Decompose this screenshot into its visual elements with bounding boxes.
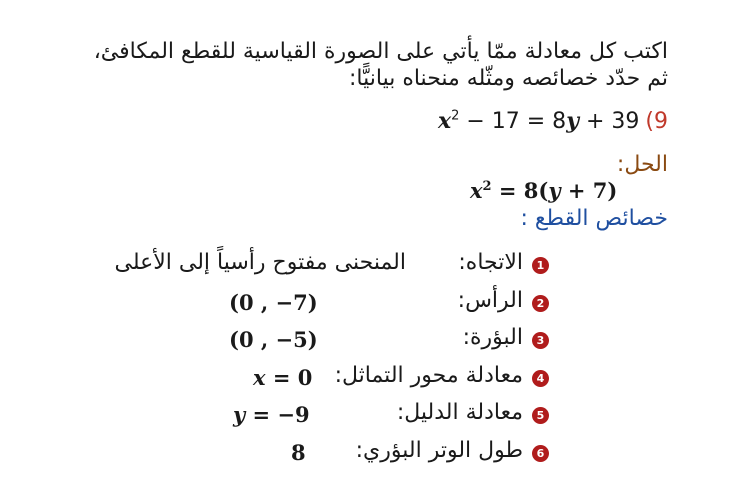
property-label: معادلة الدليل:	[396, 400, 523, 425]
var-x: x	[470, 178, 483, 203]
equation-text: = −9	[245, 402, 310, 427]
property-direction	[0, 250, 756, 280]
instructions	[48, 38, 668, 92]
problem-equation	[438, 108, 639, 134]
equation-text: + 39	[578, 109, 640, 134]
var-x: x	[437, 108, 452, 134]
standard-form-equation	[470, 178, 617, 203]
property-value: (0 , −7)	[229, 290, 318, 315]
problem-9	[438, 108, 668, 134]
var-y: y	[566, 108, 579, 134]
property-axis-of-symmetry	[0, 363, 756, 393]
exponent: 2	[451, 108, 460, 124]
instruction-line-2: ثم حدّد خصائصه ومثّله منحناه بيانيًّا:	[348, 66, 668, 91]
equation-text: − 17 = 8	[459, 109, 567, 134]
var-x: x	[253, 365, 266, 390]
badge-4: 4	[532, 370, 549, 387]
equation-text: = 0	[265, 365, 313, 390]
badge-6: 6	[532, 445, 549, 462]
property-label: طول الوتر البؤري:	[355, 438, 523, 463]
property-label: الرأس:	[457, 288, 523, 313]
equation-text: + 7)	[560, 178, 618, 203]
properties-title: خصائص القطع :	[520, 206, 668, 231]
property-value	[233, 402, 310, 427]
badge-3: 3	[532, 332, 549, 349]
badge-2: 2	[532, 295, 549, 312]
equation-text: = 8(	[491, 178, 549, 203]
badge-5: 5	[532, 407, 549, 424]
property-label: الاتجاه:	[458, 250, 523, 275]
instruction-line-1: اكتب كل معادلة ممّا يأتي على الصورة القياسية للقطع المكافئ،	[93, 39, 668, 64]
solution-label: الحل:	[616, 152, 668, 177]
var-y: y	[233, 402, 246, 427]
property-value: المنحنى مفتوح رأسياً إلى الأعلى	[114, 250, 406, 275]
property-label: البؤرة:	[462, 325, 523, 350]
exponent: 2	[482, 179, 492, 194]
property-value	[253, 365, 312, 390]
problem-number: (9	[645, 109, 668, 134]
var-y: y	[548, 178, 561, 203]
property-directrix	[0, 400, 756, 430]
property-value: 8	[291, 440, 306, 465]
property-value: (0 , −5)	[229, 327, 318, 352]
property-focus	[0, 325, 756, 355]
property-vertex	[0, 288, 756, 318]
property-label: معادلة محور التماثل:	[334, 363, 523, 388]
badge-1: 1	[532, 257, 549, 274]
property-latus-rectum	[0, 438, 756, 468]
